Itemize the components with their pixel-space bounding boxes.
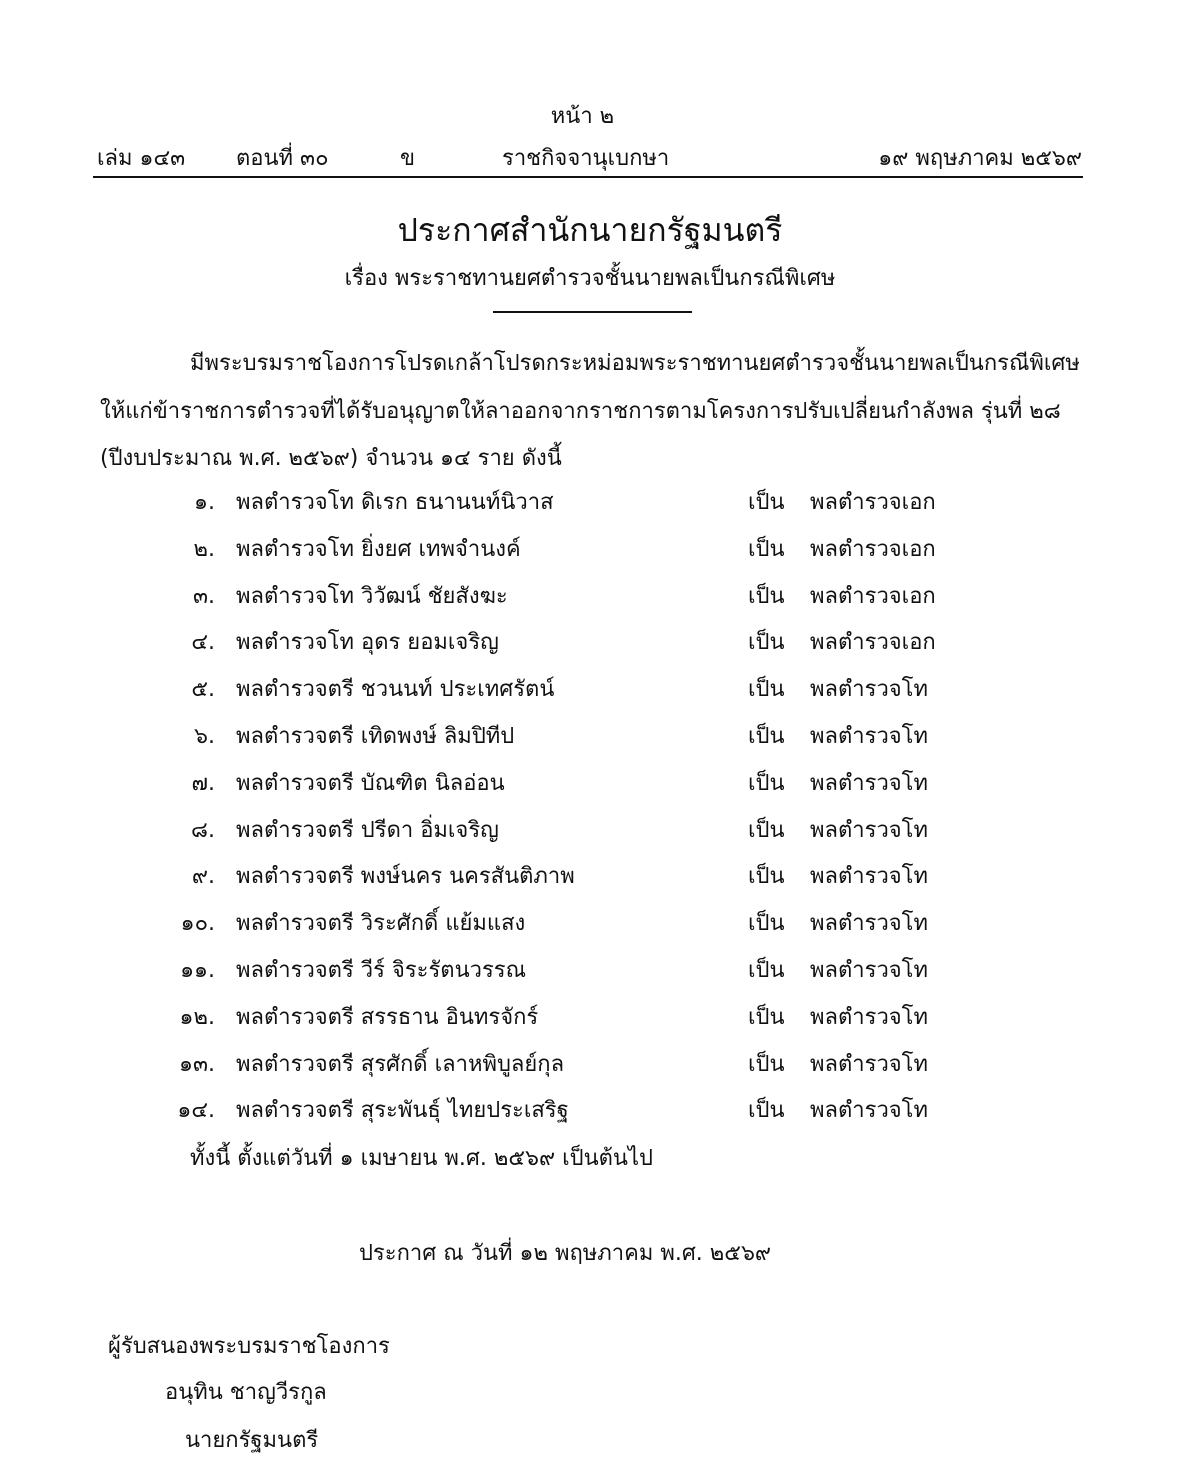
list-item xyxy=(0,905,1200,945)
officer-name: พลตำรวจตรี เทิดพงษ์ ลิมปิทีป xyxy=(236,724,515,749)
announcement-date: ประกาศ ณ วันที่ ๑๒ พฤษภาคม พ.ศ. ๒๕๖๙ xyxy=(358,1241,772,1266)
list-item xyxy=(0,952,1200,992)
officer-name: พลตำรวจตรี ชวนนท์ ประเทศรัตน์ xyxy=(236,677,555,703)
item-number: ๔. xyxy=(191,630,215,656)
as-word: เป็น xyxy=(748,536,785,562)
officer-name: พลตำรวจตรี บัณฑิต นิลอ่อน xyxy=(236,770,505,796)
as-word: เป็น xyxy=(748,1098,785,1124)
new-rank: พลตำรวจโท xyxy=(810,770,929,796)
as-word: เป็น xyxy=(748,677,785,703)
officer-name: พลตำรวจโท ยิ่งยศ เทพจำนงค์ xyxy=(236,536,521,562)
new-rank: พลตำรวจโท xyxy=(810,911,929,937)
new-rank: พลตำรวจโท xyxy=(810,677,929,703)
item-number: ๕. xyxy=(191,677,215,703)
intro-line-1: มีพระบรมราชโองการโปรดเกล้าโปรดกระหม่อมพระราชทานยศตำรวจชั้นนายพลเป็นกรณีพิเศษ xyxy=(190,351,1080,376)
item-number: ๒. xyxy=(193,536,215,562)
new-rank: พลตำรวจโท xyxy=(810,1004,929,1030)
item-number: ๘. xyxy=(191,817,215,843)
officer-name: พลตำรวจโท วิวัฒน์ ชัยสังฆะ xyxy=(236,583,508,609)
as-word: เป็น xyxy=(748,1004,785,1030)
document-subject: เรื่อง พระราชทานยศตำรวจชั้นนายพลเป็นกรณีพิเศษ xyxy=(344,266,836,291)
intro-line-3: (ปีงบประมาณ พ.ศ. ๒๕๖๙) จำนวน ๑๔ ราย ดังนี้ xyxy=(100,446,562,471)
officer-name: พลตำรวจตรี สรรธาน อินทรจักร์ xyxy=(236,1004,539,1030)
list-item xyxy=(0,999,1200,1039)
officer-name: พลตำรวจตรี ปรีดา อิ่มเจริญ xyxy=(236,817,499,843)
item-number: ๑๒. xyxy=(179,1004,215,1030)
effective-date: ทั้งนี้ ตั้งแต่วันที่ ๑ เมษายน พ.ศ. ๒๕๖๙ เป็นต้นไป xyxy=(190,1146,653,1171)
issue-label: ตอนที่ ๓๐ xyxy=(236,146,329,171)
list-item xyxy=(0,765,1200,805)
item-number: ๗. xyxy=(191,770,215,796)
list-item xyxy=(0,531,1200,571)
item-number: ๑. xyxy=(194,490,215,515)
as-word: เป็น xyxy=(748,630,785,656)
list-item xyxy=(0,624,1200,664)
new-rank: พลตำรวจโท xyxy=(810,817,929,843)
officer-name: พลตำรวจตรี สุระพันธุ์ ไทยประเสริฐ xyxy=(236,1098,569,1124)
new-rank: พลตำรวจเอก xyxy=(810,583,936,609)
list-item xyxy=(0,1046,1200,1086)
item-number: ๑๓. xyxy=(179,1051,215,1077)
item-number: ๑๔. xyxy=(177,1098,215,1124)
item-number: ๖. xyxy=(194,724,215,749)
header-rule xyxy=(93,176,1083,178)
officer-name: พลตำรวจโท อุดร ยอมเจริญ xyxy=(236,630,499,656)
new-rank: พลตำรวจเอก xyxy=(810,630,936,656)
new-rank: พลตำรวจโท xyxy=(810,864,929,890)
new-rank: พลตำรวจโท xyxy=(810,1051,929,1077)
intro-line-2: ให้แก่ข้าราชการตำรวจที่ได้รับอนุญาตให้ลาออกจากราชการตามโครงการปรับเปลี่ยนกำลังพล รุ่นที่ ๒๘ xyxy=(100,399,1061,424)
new-rank: พลตำรวจเอก xyxy=(810,536,936,562)
officer-name: พลตำรวจตรี พงษ์นคร นครสันติภาพ xyxy=(236,864,575,890)
new-rank: พลตำรวจเอก xyxy=(810,490,936,515)
as-word: เป็น xyxy=(748,1051,785,1077)
officer-name: พลตำรวจตรี วิระศักดิ์ แย้มแสง xyxy=(236,911,526,937)
as-word: เป็น xyxy=(748,770,785,796)
as-word: เป็น xyxy=(748,583,785,609)
list-item xyxy=(0,718,1200,758)
item-number: ๓. xyxy=(192,583,215,609)
countersign-label: ผู้รับสนองพระบรมราชโองการ xyxy=(108,1334,390,1359)
as-word: เป็น xyxy=(748,490,785,515)
item-number: ๑๑. xyxy=(180,958,215,983)
officer-name: พลตำรวจตรี สุรศักดิ์ เลาหพิบูลย์กุล xyxy=(236,1051,565,1077)
officer-name: พลตำรวจโท ดิเรก ธนานนท์นิวาส xyxy=(236,490,554,515)
list-item xyxy=(0,1092,1200,1132)
section-label: ข xyxy=(400,146,416,171)
title-rule xyxy=(493,311,692,313)
volume-label: เล่ม ๑๔๓ xyxy=(97,146,186,171)
document-title: ประกาศสำนักนายกรัฐมนตรี xyxy=(397,211,783,249)
new-rank: พลตำรวจโท xyxy=(810,958,929,983)
as-word: เป็น xyxy=(748,817,785,843)
list-item xyxy=(0,858,1200,898)
as-word: เป็น xyxy=(748,911,785,937)
list-item xyxy=(0,484,1200,524)
signer-name: อนุทิน ชาญวีรกูล xyxy=(165,1380,327,1405)
gazette-name: ราชกิจจานุเบกษา xyxy=(502,146,670,171)
item-number: ๙. xyxy=(191,864,215,890)
as-word: เป็น xyxy=(748,864,785,890)
gazette-date: ๑๙ พฤษภาคม ๒๕๖๙ xyxy=(878,146,1082,171)
list-item xyxy=(0,578,1200,618)
item-number: ๑๐. xyxy=(180,911,215,937)
as-word: เป็น xyxy=(748,958,785,983)
as-word: เป็น xyxy=(748,724,785,749)
list-item xyxy=(0,671,1200,711)
list-item xyxy=(0,812,1200,852)
signer-position: นายกรัฐมนตรี xyxy=(185,1428,319,1453)
new-rank: พลตำรวจโท xyxy=(810,1098,929,1124)
new-rank: พลตำรวจโท xyxy=(810,724,929,749)
page-number: หน้า ๒ xyxy=(550,104,615,129)
officer-name: พลตำรวจตรี วีร์ จิระรัตนวรรณ xyxy=(236,958,527,983)
